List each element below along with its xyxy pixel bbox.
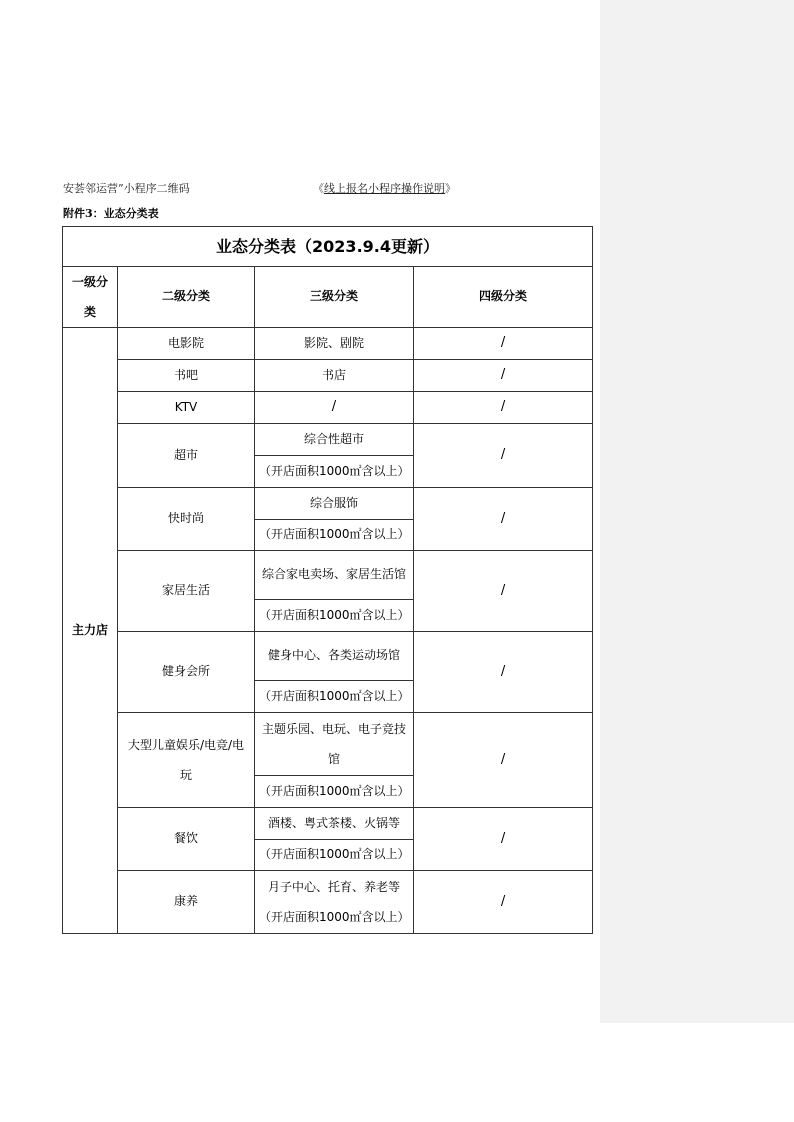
table-row [63,328,593,360]
level2-cell: 康养 [118,871,255,934]
level3-cell: 健身中心、各类运动场馆 [255,632,414,681]
table-row [63,392,593,424]
level3-cell: （开店面积1000㎡含以上） [255,456,414,488]
level3-cell: 影院、剧院 [255,328,414,360]
level3-cell: 综合服饰 [255,488,414,520]
level3-cell-combined [255,871,414,934]
header-level3: 三级分类 [255,267,414,328]
level3-cell: （开店面积1000㎡含以上） [255,776,414,808]
header-level1: 一级分类 [63,267,118,328]
table-row [63,424,593,456]
qr-code-caption: 安荟邻运营”小程序二维码 [63,182,190,195]
level3-cell: 酒楼、粤式茶楼、火锅等 [255,808,414,840]
bracket-open: 《 [313,182,324,195]
level2-cell: 健身会所 [118,632,255,713]
level3-line: 月子中心、托育、养老等 [267,880,400,894]
business-category-table [62,226,593,934]
level3-cell: 主题乐园、电玩、电子竞技馆 [255,713,414,776]
level3-line: （开店面积1000㎡含以上） [259,910,410,924]
level2-cell: 餐饮 [118,808,255,871]
table-row [63,808,593,840]
level4-cell: / [414,551,593,632]
header-level2: 二级分类 [118,267,255,328]
table-row [63,632,593,681]
level3-cell: / [255,392,414,424]
table-row [63,551,593,600]
header-level4: 四级分类 [414,267,593,328]
table-title: 业态分类表（2023.9.4更新） [63,227,593,267]
level4-cell: / [414,632,593,713]
level2-cell: 家居生活 [118,551,255,632]
level4-cell: / [414,488,593,551]
level4-cell: / [414,424,593,488]
table-row [63,488,593,520]
level2-cell: 超市 [118,424,255,488]
level3-cell: （开店面积1000㎡含以上） [255,840,414,871]
level2-cell: 电影院 [118,328,255,360]
level3-cell: 综合性超市 [255,424,414,456]
comment-pane [600,0,794,1023]
level4-cell: / [414,713,593,808]
level4-cell: / [414,392,593,424]
level2-cell: 快时尚 [118,488,255,551]
bracket-close: 》 [445,182,456,195]
level4-cell: / [414,328,593,360]
level3-cell: 书店 [255,360,414,392]
manual-link[interactable]: 线上报名小程序操作说明 [324,182,445,195]
level4-cell: / [414,871,593,934]
level3-cell: （开店面积1000㎡含以上） [255,520,414,551]
level4-cell: / [414,360,593,392]
level3-cell: （开店面积1000㎡含以上） [255,681,414,713]
manual-link-caption[interactable] [313,180,456,196]
table-row [63,713,593,776]
table-row [63,871,593,934]
level2-cell: 大型儿童娱乐/电竞/电玩 [118,713,255,808]
attachment-title: 附件3：业态分类表 [63,207,159,220]
level3-cell: （开店面积1000㎡含以上） [255,600,414,632]
level1-cell: 主力店 [63,328,118,934]
level2-cell: 书吧 [118,360,255,392]
table-row [63,360,593,392]
level2-cell: KTV [118,392,255,424]
table-header-row [63,267,593,328]
level4-cell: / [414,808,593,871]
level3-cell: 综合家电卖场、家居生活馆 [255,551,414,600]
